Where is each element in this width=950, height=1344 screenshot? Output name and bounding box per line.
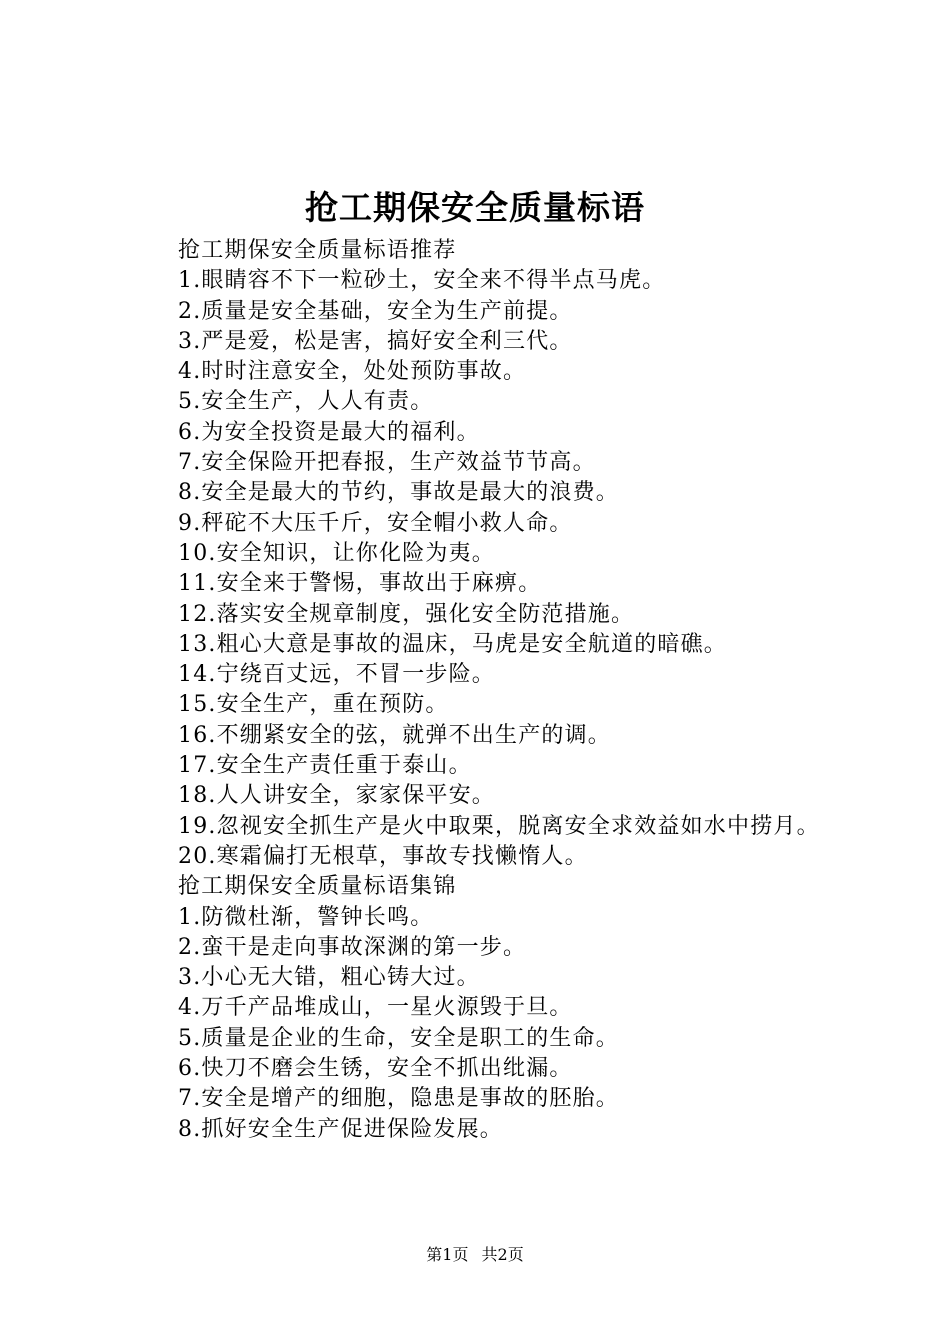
list-item: 12.落实安全规章制度，强化安全防范措施。 (178, 601, 635, 627)
list-item: 19.忽视安全抓生产是火中取栗，脱离安全求效益如水中捞月。 (178, 813, 820, 839)
list-item: 7.安全是增产的细胞，隐患是事故的胚胎。 (178, 1086, 619, 1112)
page-number: 第1页 (426, 1245, 469, 1264)
list-item: 2.蛮干是走向事故深渊的第一步。 (178, 934, 527, 960)
list-item: 1.防微杜渐，警钟长鸣。 (178, 904, 434, 930)
list-item: 17.安全生产责任重于泰山。 (178, 753, 472, 779)
document-title: 抢工期保安全质量标语 (305, 188, 645, 227)
list-item: 2.质量是安全基础，安全为生产前提。 (178, 298, 573, 324)
list-item: 14.宁绕百丈远，不冒一步险。 (178, 662, 495, 688)
list-item: 10.安全知识，让你化险为夷。 (178, 540, 495, 566)
list-item: 6.快刀不磨会生锈，安全不抓出纰漏。 (178, 1056, 573, 1082)
list-item: 4.万千产品堆成山，一星火源毁于旦。 (178, 995, 573, 1021)
page-total: 共2页 (481, 1245, 524, 1264)
page-footer (0, 1244, 950, 1266)
list-item: 15.安全生产，重在预防。 (178, 692, 449, 718)
list-item: 5.安全生产，人人有责。 (178, 389, 434, 415)
list-item: 5.质量是企业的生命，安全是职工的生命。 (178, 1025, 619, 1051)
list-item: 7.安全保险开把春报，生产效益节节高。 (178, 450, 596, 476)
section-heading: 抢工期保安全质量标语集锦 (178, 874, 457, 900)
document-body (130, 236, 830, 1145)
section-heading: 抢工期保安全质量标语推荐 (178, 238, 457, 263)
list-item: 9.秤砣不大压千斤，安全帽小救人命。 (178, 510, 573, 536)
list-item: 3.小心无大错，粗心铸大过。 (178, 965, 480, 991)
list-item: 4.时时注意安全，处处预防事故。 (178, 359, 527, 385)
list-item: 1.眼睛容不下一粒砂土，安全来不得半点马虎。 (178, 268, 666, 294)
list-item: 11.安全来于警惕，事故出于麻痹。 (178, 571, 542, 597)
list-item: 8.安全是最大的节约，事故是最大的浪费。 (178, 480, 619, 506)
list-item: 16.不绷紧安全的弦，就弹不出生产的调。 (178, 722, 611, 748)
list-item: 6.为安全投资是最大的福利。 (178, 419, 480, 445)
list-item: 8.抓好安全生产促进保险发展。 (178, 1116, 503, 1142)
list-item: 3.严是爱，松是害，搞好安全利三代。 (178, 328, 573, 354)
list-item: 13.粗心大意是事故的温床，马虎是安全航道的暗礁。 (178, 631, 727, 657)
list-item: 18.人人讲安全，家家保平安。 (178, 783, 495, 809)
list-item: 20.寒霜偏打无根草，事故专找懒惰人。 (178, 843, 588, 869)
